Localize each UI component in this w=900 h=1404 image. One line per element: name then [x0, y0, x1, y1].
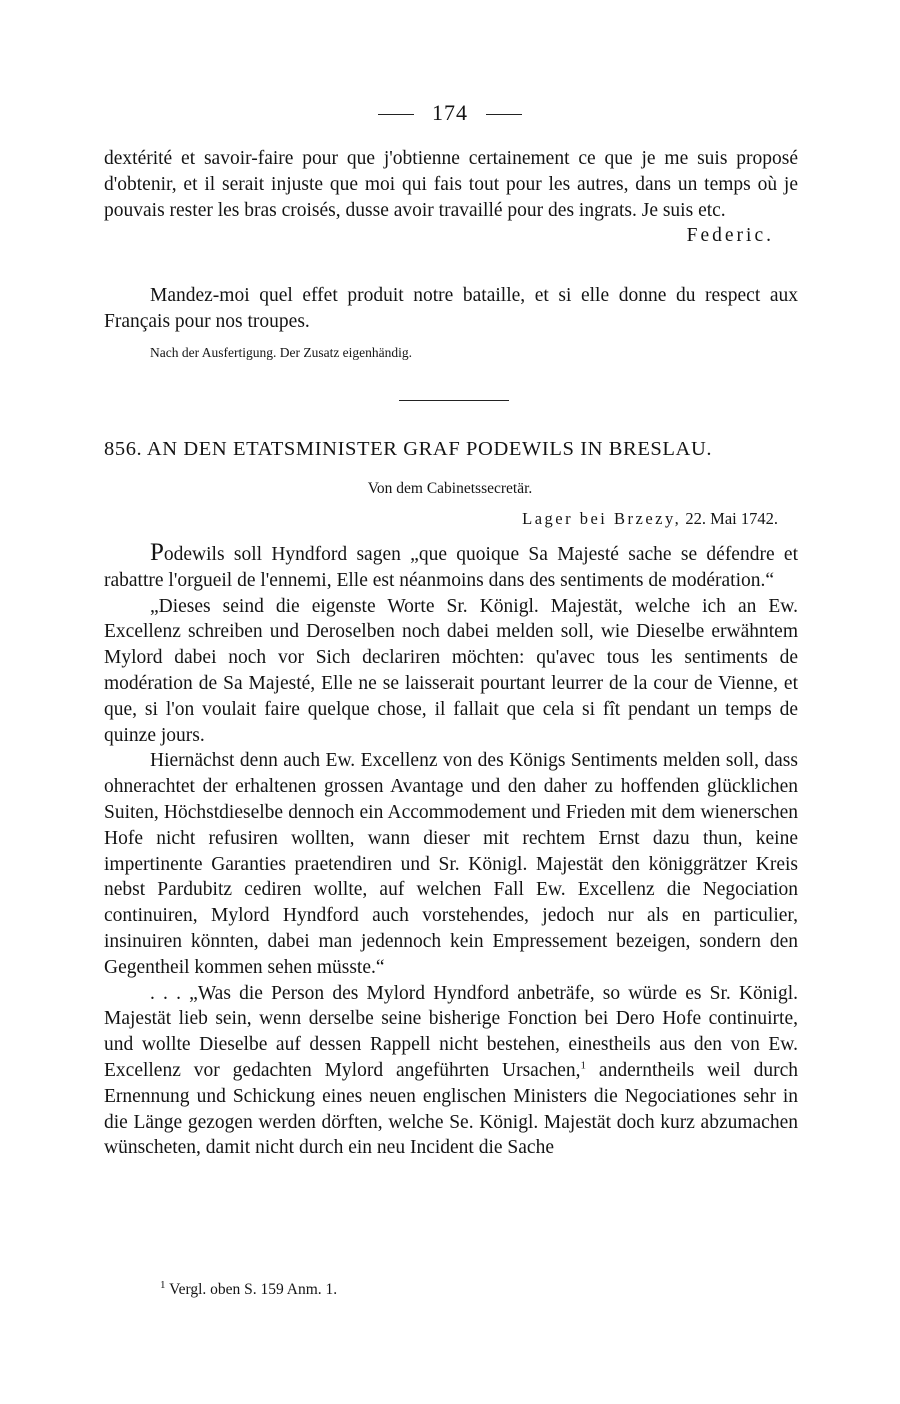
header-dash-right	[486, 114, 522, 115]
footnote	[160, 1278, 338, 1299]
dateline-date: 22. Mai 1742.	[685, 509, 778, 528]
page-number: 174	[432, 100, 468, 125]
letter-heading: 856. AN DEN ETATSMINISTER GRAF PODEWILS IN BRESLAU.	[104, 438, 713, 460]
postscript-block	[104, 283, 798, 335]
footnote-reference: 1	[580, 1059, 587, 1072]
postscript: Mandez-moi quel effet produit notre bataille, et si elle donne du respect aux Français pour nos troupes.	[104, 285, 798, 332]
body-paragraph-1	[104, 540, 798, 594]
section-divider	[399, 400, 509, 401]
continuation-paragraph: dextérité et savoir-faire pour que j'obtienne certainement ce que je me suis proposé d'obtenir, et il serait injuste que moi qui fais tout pour les autres, dans un temps où je pouvais rester les bras croisés, dusse avoir travaillé pour des ingrats. Je suis etc.	[104, 148, 798, 221]
dateline	[522, 509, 778, 529]
paragraph-text: odewils soll Hyndford sagen „que quoique Sa Majesté sache se défendre et rabattre l'orgueil de l'ennemi, Elle est néanmoins dans des sentiments de modération.“	[104, 544, 798, 591]
signature: Federic.	[686, 225, 774, 247]
previous-letter-ending	[104, 146, 798, 249]
paragraph-text: anderntheils weil durch Ernennung und Schickung eines neuen englischen Ministers die Negociationes sehr in die Länge gezogen werden dörften, welche Se. Königl. Majestät doch kurz abzumachen wünscheten, damit nicht durch ein neu Incident die Sache	[104, 1059, 798, 1159]
page-header	[0, 100, 900, 126]
paragraph-text: . . . „Was die Person des Mylord Hyndford anbeträfe, so würde es Sr. Königl. Majestät lieb sein, wenn derselbe seine bisherige Fonction bei Dero Hofe continuirte, und wollte Dieselbe auf dessen Rappell nicht bestehen, einestheils aus den von Ew. Excellenz vor gedachten Mylord angeführten Ursachen,	[104, 982, 798, 1081]
source-note: Nach der Ausfertigung. Der Zusatz eigenhändig.	[150, 345, 413, 360]
body-paragraph-4	[104, 981, 798, 1162]
letter-sender: Von dem Cabinetssecretär.	[367, 480, 533, 497]
header-dash-left	[378, 114, 414, 115]
dateline-place: Lager bei Brzezy,	[522, 509, 682, 528]
paragraph-initial: P	[150, 539, 164, 566]
letter-body	[104, 540, 798, 1161]
footnote-text: Vergl. oben S. 159 Anm. 1.	[169, 1281, 338, 1298]
body-paragraph-3: Hiernächst denn auch Ew. Excellenz von des Königs Sentiments melden soll, dass ohnerachtet der erhaltenen grossen Avantage und den daher zu hoffenden glücklichen Suiten, Höchstdieselbe dennoch ein Accommodement und Frieden mit dem wienerschen Hofe nicht refusiren wollten, wann dieser mit rechtem Ernst dazu thun, keine impertinente Garanties praetendiren und Sr. Königl. Majestät den königgrätzer Kreis nebst Pardubitz cediren wollte, auf welchen Fall Ew. Excellenz die Negociation continuiren, Mylord Hyndford auch vorstehendes, jedoch nur als en particulier, insinuiren könnten, dabei man jedennoch kein Empressement bezeigen, sondern den Gegentheil kommen sehen müsste.“	[104, 750, 798, 978]
body-paragraph-2: „Dieses seind die eigenste Worte Sr. Königl. Majestät, welche ich an Ew. Excellenz schreiben und Deroselben noch dabei melden soll, wie Dieselbe erwähntem Mylord dabei noch vor Sich declariren möchten: qu'avec tous les sentiments de modération de Sa Majesté, Elle ne se laisserait pourtant leurrer de la cour de Vienne, et que, si l'on voulait faire quelque chose, il fallait que cela si fît pendant un temps de quinze jours.	[104, 595, 798, 746]
footnote-mark: 1	[160, 1278, 166, 1291]
